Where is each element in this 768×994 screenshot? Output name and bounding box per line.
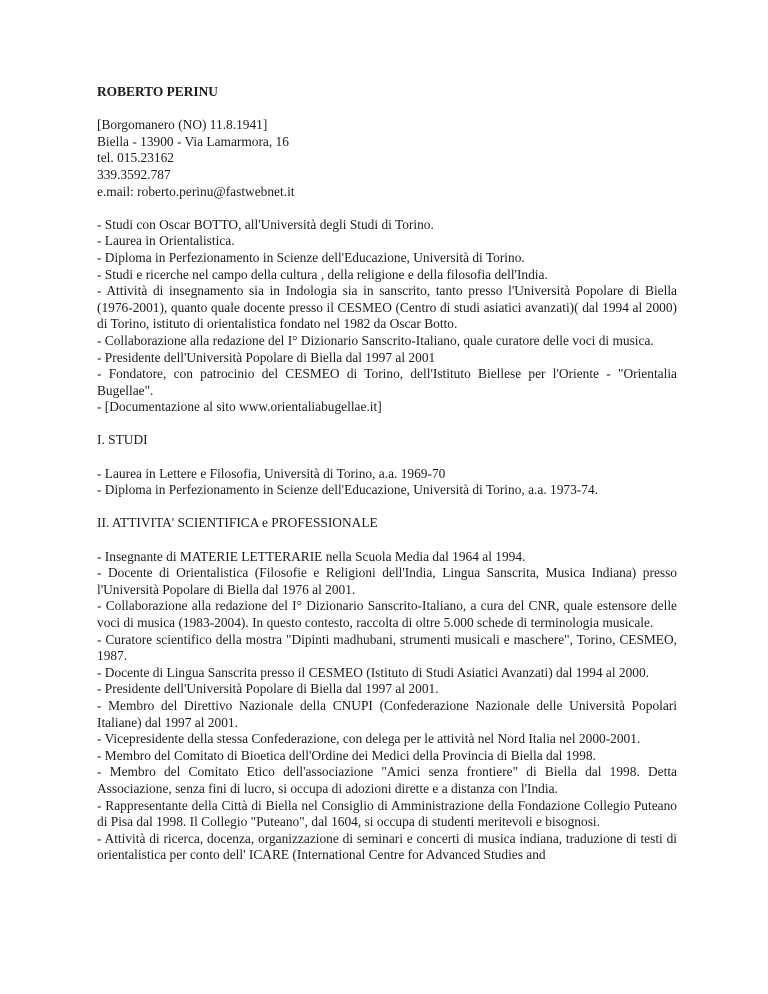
person-name: ROBERTO PERINU xyxy=(97,84,218,99)
studi-item: - Laurea in Lettere e Filosofia, Università di Torino, a.a. 1969-70 xyxy=(97,465,446,481)
attivita-item: - Vicepresidente della stessa Confederazione, con delega per le attività nel Nord Italia nel 2000-2001. xyxy=(97,731,641,747)
attivita-item: - Attività di ricerca, docenza, organizzazione di seminari e concerti di musica indiana, traduzione di testi di orientalistica per conto dell' ICARE (International Centre for Advanced Studies and xyxy=(97,830,677,863)
section-heading-attivita: II. ATTIVITA' SCIENTIFICA e PROFESSIONALE xyxy=(97,515,378,531)
email-line: e.mail: roberto.perinu@fastwebnet.it xyxy=(97,183,295,199)
blank-line xyxy=(97,499,677,516)
phone-line: tel. 015.23162 xyxy=(97,150,174,166)
attivita-item: - Membro del Direttivo Nazionale della CNUPI (Confederazione Nazionale delle Università Popolari Italiane) dal 1997 al 2001. xyxy=(97,697,677,730)
attivita-item: - Rappresentante della Città di Biella nel Consiglio di Amministrazione della Fondazione Collegio Puteano di Pisa dal 1998. Il Collegio "Puteano", dal 1604, si occupa di studenti meritevoli e bisognosi. xyxy=(97,797,677,830)
attivita-item: - Collaborazione alla redazione del I° Dizionario Sanscrito-Italiano, a cura del CNR, quale estensore delle voci di musica (1983-2004). In questo contesto, raccolta di oltre 5.000 schede di terminologia musicale. xyxy=(97,598,677,630)
mobile-line: 339.3592.787 xyxy=(97,166,171,182)
attivita-item: - Membro del Comitato di Bioetica dell'Ordine dei Medici della Provincia di Biella dal 1998. xyxy=(97,747,596,763)
profile-item: - Laurea in Orientalistica. xyxy=(97,233,235,249)
blank-line xyxy=(97,101,677,118)
section-studi xyxy=(97,432,677,498)
address-line: Biella - 13900 - Via Lamarmora, 16 xyxy=(97,133,289,149)
section-attivita xyxy=(97,515,677,863)
contact-block xyxy=(97,117,677,200)
profile-block xyxy=(97,217,677,416)
profile-item: - [Documentazione al sito www.orientaliabugellae.it] xyxy=(97,399,382,415)
profile-item: - Fondatore, con patrocinio del CESMEO di Torino, dell'Istituto Biellese per l'Oriente - "Orientalia Bugellae". xyxy=(97,366,677,398)
birthplace-line: [Borgomanero (NO) 11.8.1941] xyxy=(97,117,268,133)
attivita-item: - Docente di Lingua Sanscrita presso il CESMEO (Istituto di Studi Asiatici Avanzati) dal 1994 al 2000. xyxy=(97,664,650,680)
blank-line xyxy=(97,416,677,433)
attivita-item: - Presidente dell'Università Popolare di Biella dal 1997 al 2001. xyxy=(97,681,439,697)
studi-item: - Diploma in Perfezionamento in Scienze dell'Educazione, Università di Torino, a.a. 1973-74. xyxy=(97,482,598,498)
attivita-item: - Docente di Orientalistica (Filosofie e Religioni dell'India, Lingua Sanscrita, Musica Indiana) presso l'Università Popolare di Biella dal 1976 al 2001. xyxy=(97,565,677,597)
profile-item: - Attività di insegnamento sia in Indologia sia in sanscrito, tanto presso l'Università Popolare di Biella (1976-2001), quanto quale docente presso il CESMEO (Centro di studi asiatici avanzati)( dal 1994 al 2000) di Torino, istituto di orientalistica fondato nel 1982 da Oscar Botto. xyxy=(97,283,677,332)
attivita-item: - Insegnante di MATERIE LETTERARIE nella Scuola Media dal 1964 al 1994. xyxy=(97,548,526,564)
profile-item: - Studi con Oscar BOTTO, all'Università degli Studi di Torino. xyxy=(97,216,434,232)
blank-line xyxy=(97,449,677,466)
profile-item: - Diploma in Perfezionamento in Scienze dell'Educazione, Università di Torino. xyxy=(97,249,525,265)
profile-item: - Presidente dell'Università Popolare di Biella dal 1997 al 2001 xyxy=(97,349,436,365)
profile-item: - Studi e ricerche nel campo della cultura , della religione e della filosofia dell'India. xyxy=(97,266,548,282)
attivita-item: - Curatore scientifico della mostra "Dipinti madhubani, strumenti musicali e maschere", Torino, CESMEO, 1987. xyxy=(97,631,677,664)
attivita-item: - Membro del Comitato Etico dell'associazione "Amici senza frontiere" di Biella dal 1998. Detta Associazione, senza fini di lucro, si occupa di adozioni dirette e a distanza con l'India. xyxy=(97,764,677,796)
blank-line xyxy=(97,200,677,217)
section-heading-studi: I. STUDI xyxy=(97,432,148,448)
profile-item: - Collaborazione alla redazione del I° Dizionario Sanscrito-Italiano, quale curatore delle voci di musica. xyxy=(97,332,654,348)
blank-line xyxy=(97,532,677,549)
